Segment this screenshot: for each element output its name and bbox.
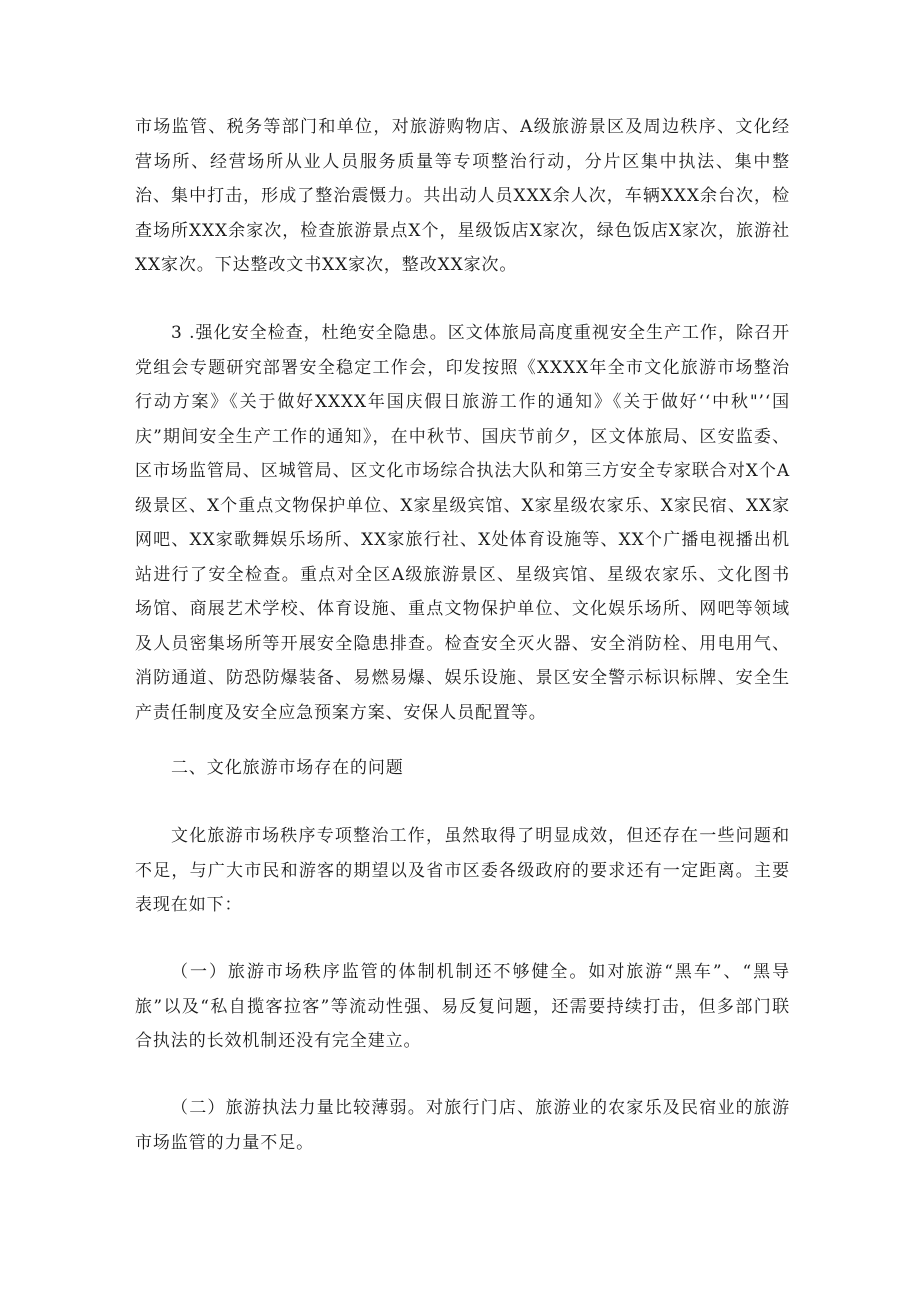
paragraph-problems-intro: 文化旅游市场秩序专项整治工作，虽然取得了明显成效，但还存在一些问题和不足，与广大市民和游客的期望以及省市区委各级政府的要求还有一定距离。主要表现在如下： <box>135 826 790 915</box>
paragraph-problem-two: （二）旅游执法力量比较薄弱。对旅行门店、旅游业的农家乐及民宿业的旅游市场监管的力量不足。 <box>135 1098 790 1153</box>
section-heading-problems: 二、文化旅游市场存在的问题 <box>171 758 404 778</box>
paragraph-problem-one: （一）旅游市场秩序监管的体制机制还不够健全。如对旅游“黑车”、“黑导旅”以及“私自揽客拉客”等流动性强、易反复问题，还需要持续打击，但多部门联合执法的长效机制还没有完全建立。 <box>135 962 790 1051</box>
paragraph-safety-inspection: 3 .强化安全检查，杜绝安全隐患。区文体旅局高度重视安全生产工作，除召开党组会专题研究部署安全稳定工作会，印发按照《XXXX年全市文化旅游市场整治行动方案》《关于做好XXXX年国庆假日旅游工作的通知》《关于做好‘‘中秋"’‘国庆”期间安全生产工作的通知》，在中秋节、国庆节前夕，区文体旅局、区安监委、区市场监管局、区城管局、区文化市场综合执法大队和第三方安全专家联合对X个A级景区、X个重点文物保护单位、X家星级宾馆、X家星级农家乐、X家民宿、XX家网吧、XX家歌舞娱乐场所、XX家旅行社、X处体育设施等、XX个广播电视播出机站进行了安全检查。重点对全区A级旅游景区、星级宾馆、星级农家乐、文化图书场馆、商展艺术学校、体育设施、重点文物保护单位、文化娱乐场所、网吧等领域及人员密集场所等开展安全隐患排查。检查安全灭火器、安全消防栓、用电用气、消防通道、防恐防爆装备、易燃易爆、娱乐设施、景区安全警示标识标牌、安全生产责任制度及安全应急预案方案、安保人员配置等。 <box>135 323 790 723</box>
paragraph-enforcement-summary: 市场监管、税务等部门和单位，对旅游购物店、A级旅游景区及周边秩序、文化经营场所、经营场所从业人员服务质量等专项整治行动，分片区集中执法、集中整治、集中打击，形成了整治震慑力。共出动人员XXX余人次，车辆XXX余台次，检查场所XXX余家次，检查旅游景点X个，星级饭店X家次，绿色饭店X家次，旅游社XX家次。下达整改文书XX家次，整改XX家次。 <box>135 117 790 275</box>
